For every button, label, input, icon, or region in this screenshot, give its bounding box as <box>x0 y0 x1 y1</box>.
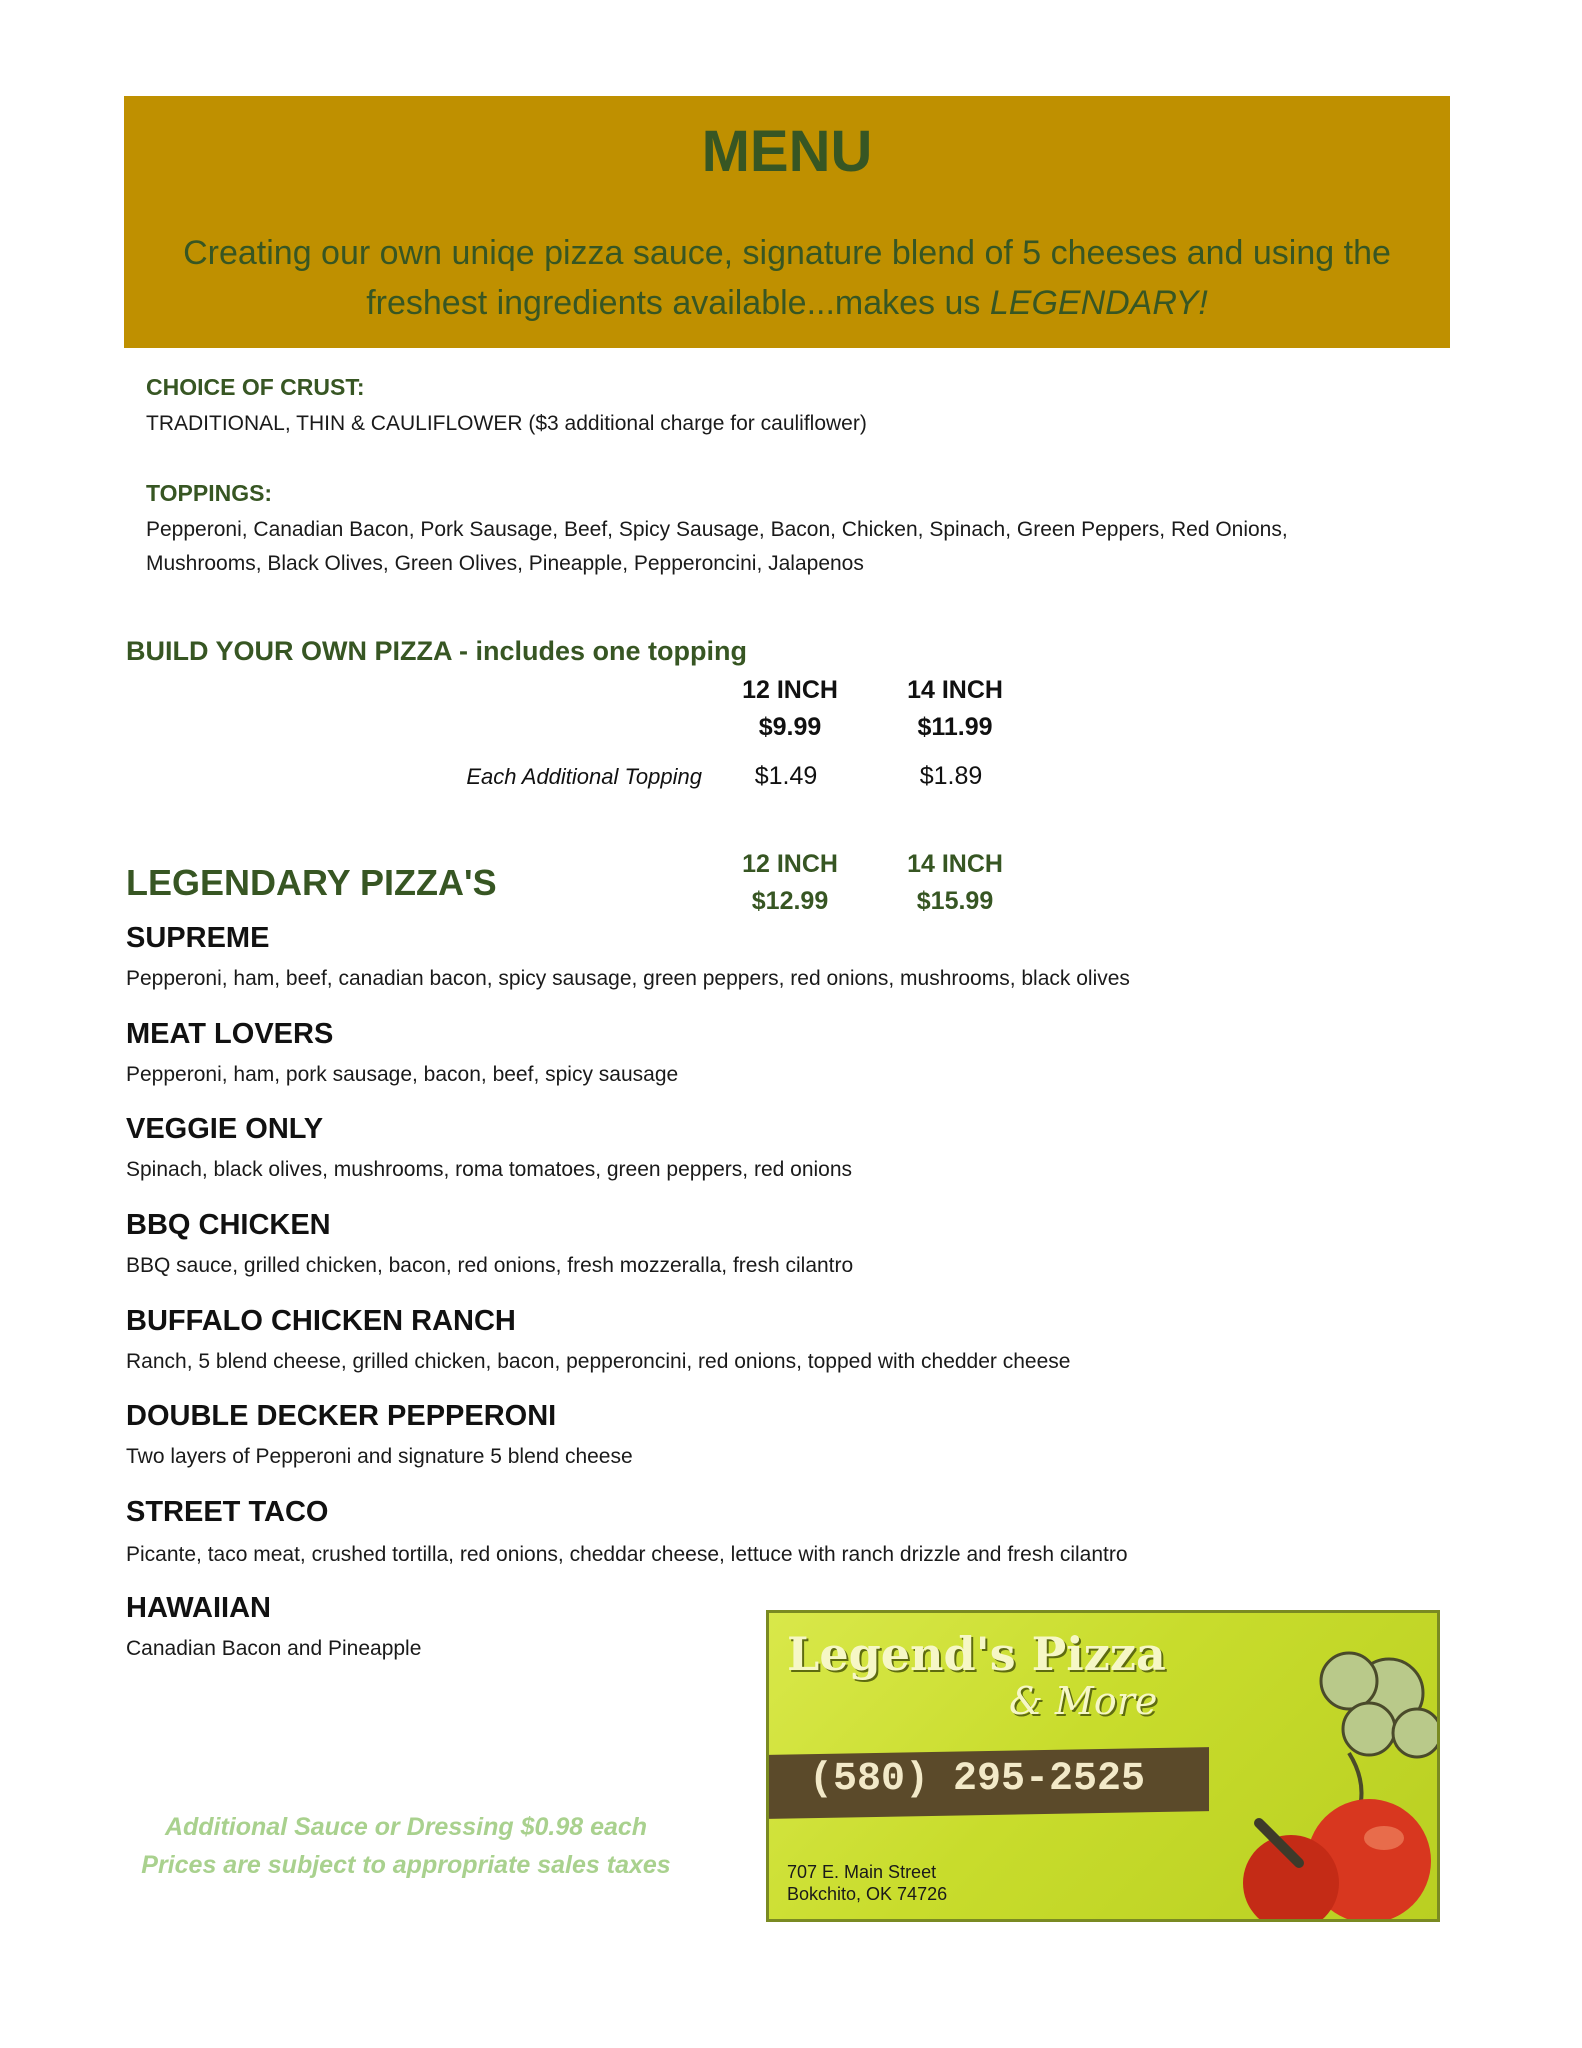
card-address <box>787 1861 947 1905</box>
pizza-description: Picante, taco meat, crushed tortilla, red onions, cheddar cheese, lettuce with ranch drizzle and fresh cilantro <box>126 1543 1128 1566</box>
card-business-subtitle: & More <box>1009 1679 1158 1723</box>
toppings-label: TOPPINGS: <box>146 480 273 506</box>
pizza-name: HAWAIIAN <box>126 1592 271 1624</box>
legendary-pizzas-title: LEGENDARY PIZZA'S <box>126 862 497 903</box>
card-address-city: Bokchito, OK 74726 <box>787 1884 948 1904</box>
menu-tagline <box>164 228 1410 328</box>
legendary-size-12: 12 INCH <box>742 850 838 878</box>
build-your-own-title: BUILD YOUR OWN PIZZA - includes one topping <box>126 636 747 666</box>
pizza-name: BUFFALO CHICKEN RANCH <box>126 1305 516 1337</box>
additional-topping-price-14: $1.89 <box>919 762 983 790</box>
menu-banner <box>124 96 1450 348</box>
byo-price-14: $11.99 <box>917 713 993 741</box>
toppings-line-1: Pepperoni, Canadian Bacon, Pork Sausage, Beef, Spicy Sausage, Bacon, Chicken, Spinach, Green Peppers, Red Onions, <box>146 518 1288 541</box>
legendary-size-14: 14 INCH <box>907 850 1003 878</box>
menu-tagline-emphasis: LEGENDARY! <box>989 284 1208 322</box>
tomato-basil-illustration <box>1199 1633 1440 1922</box>
additional-topping-price-12: $1.49 <box>754 762 818 790</box>
business-card <box>766 1610 1440 1922</box>
crust-label: CHOICE OF CRUST: <box>146 374 365 400</box>
pizza-name: STREET TACO <box>126 1496 329 1528</box>
additional-sauce-note: Additional Sauce or Dressing $0.98 each <box>164 1813 648 1841</box>
legendary-price-14: $15.99 <box>916 887 994 915</box>
pizza-description: Pepperoni, ham, pork sausage, bacon, beef, spicy sausage <box>126 1063 679 1086</box>
legendary-price-12: $12.99 <box>751 887 829 915</box>
pizza-description: BBQ sauce, grilled chicken, bacon, red onions, fresh mozzeralla, fresh cilantro <box>126 1254 854 1277</box>
card-business-name: Legend's Pizza <box>787 1627 1166 1681</box>
card-phone: (580) 295-2525 <box>809 1757 1146 1802</box>
pizza-description: Canadian Bacon and Pineapple <box>126 1637 422 1660</box>
crust-options: TRADITIONAL, THIN & CAULIFLOWER ($3 additional charge for cauliflower) <box>146 412 867 435</box>
pizza-name: MEAT LOVERS <box>126 1018 334 1050</box>
pizza-name: DOUBLE DECKER PEPPERONI <box>126 1400 557 1432</box>
pizza-name: BBQ CHICKEN <box>126 1209 331 1241</box>
menu-title: MENU <box>701 119 873 184</box>
pizza-description: Pepperoni, ham, beef, canadian bacon, spicy sausage, green peppers, red onions, mushrooms, black olives <box>126 967 1130 990</box>
toppings-line-2: Mushrooms, Black Olives, Green Olives, Pineapple, Pepperoncini, Jalapenos <box>146 552 864 575</box>
additional-topping-label: Each Additional Topping <box>466 764 702 789</box>
pizza-name: VEGGIE ONLY <box>126 1113 324 1145</box>
sales-tax-note: Prices are subject to appropriate sales taxes <box>141 1851 671 1879</box>
card-address-street: 707 E. Main Street <box>787 1862 937 1882</box>
pizza-description: Ranch, 5 blend cheese, grilled chicken, bacon, pepperoncini, red onions, topped with chedder cheese <box>126 1350 1071 1373</box>
menu-tagline-main: Creating our own uniqe pizza sauce, signature blend of 5 cheeses and using the freshest ingredients available...makes us <box>183 234 1391 322</box>
byo-price-12: $9.99 <box>758 713 822 741</box>
byo-size-14: 14 INCH <box>907 676 1003 704</box>
pizza-name: SUPREME <box>126 922 270 954</box>
pizza-description: Spinach, black olives, mushrooms, roma tomatoes, green peppers, red onions <box>126 1158 853 1181</box>
pizza-description: Two layers of Pepperoni and signature 5 blend cheese <box>126 1445 633 1468</box>
byo-size-12: 12 INCH <box>742 676 838 704</box>
